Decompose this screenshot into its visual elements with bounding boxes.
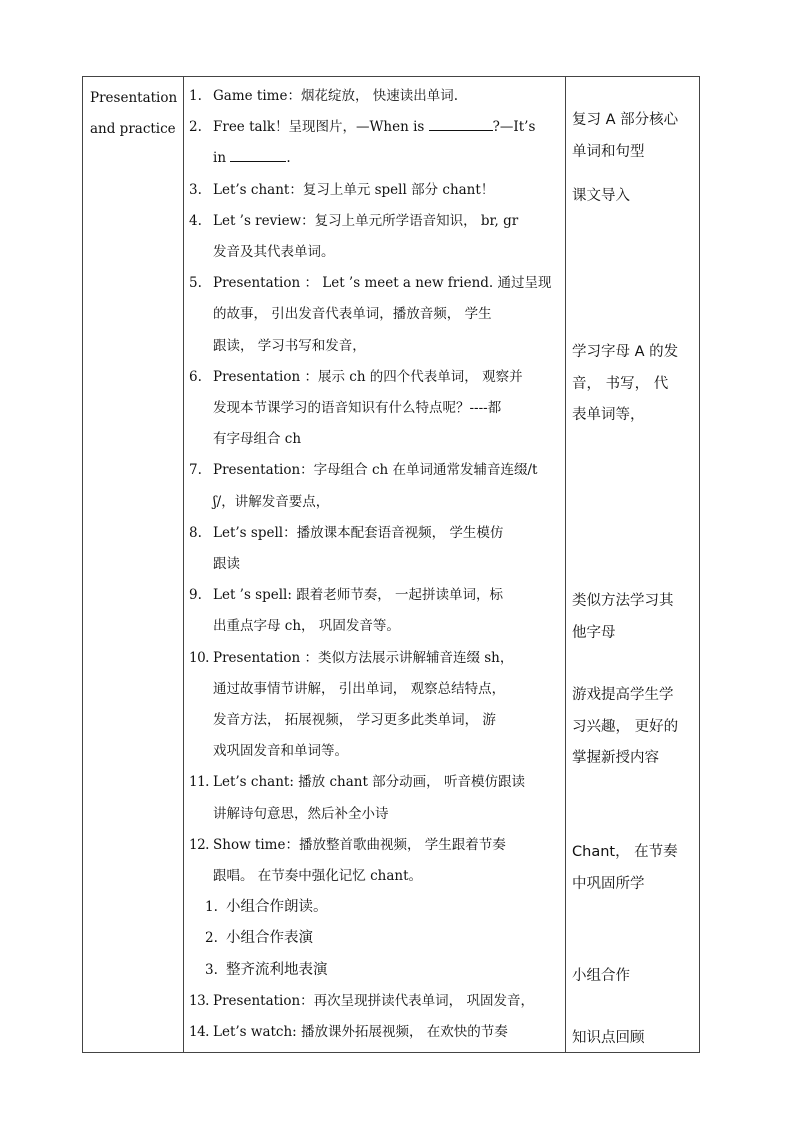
step-item: [189, 362, 560, 456]
step-number: 12.: [189, 836, 209, 853]
stage-cell: [90, 83, 182, 145]
fill-blank: [429, 117, 493, 131]
step-item: [189, 986, 560, 1017]
sub-step-text: 小组合作朗读。: [226, 899, 328, 916]
step-item: [189, 206, 560, 268]
step-text: Show time：播放整首歌曲视频， 学生跟着节奏 跟唱。 在节奏中强化记忆 chant。: [213, 836, 506, 885]
fill-blank: [230, 148, 286, 162]
step-item: [189, 175, 560, 206]
step-number: 5.: [189, 275, 202, 292]
sub-step-text: 整齐流利地表演: [226, 961, 328, 978]
procedure-cell: [189, 81, 560, 1048]
step-text: Presentation ：类似方法展示讲解辅音连缀 sh， 通过故事情节讲解， 引出单词， 观察总结特点， 发音方法， 拓展视频， 学习更多此类单词， 游 戏巩固发音和单词等。: [213, 649, 514, 760]
sub-step-item: [189, 923, 560, 954]
step-number: 10.: [189, 649, 209, 666]
step-text: Let ’s spell: 跟着老师节奏， 一起拼读单词，标 出重点字母 ch， 巩固发音等。: [213, 587, 504, 635]
step-number: 6.: [189, 368, 202, 385]
step-item: [189, 830, 560, 892]
step-number: 14.: [189, 1024, 209, 1041]
stage-label-line: and practice: [90, 121, 176, 137]
step-item: [189, 643, 560, 768]
step-item: [189, 1017, 560, 1048]
purpose-note: 游戏提高学生学 习兴趣， 更好的 掌握新授内容: [572, 687, 679, 766]
step-text: Let’s spell：播放课本配套语音视频， 学生模仿 跟读: [213, 524, 504, 573]
purpose-note: 知识点回顾: [572, 1030, 645, 1046]
step-number: 7.: [189, 462, 202, 479]
step-text: Presentation：字母组合 ch 在单词通常发辅音连缀/t ʃ/，讲解发音要点，: [213, 462, 538, 510]
step-number: 9.: [189, 587, 202, 604]
stage-label-line: Presentation: [90, 90, 178, 106]
step-number: 1.: [189, 88, 202, 104]
step-text: Let’s chant: 播放 chant 部分动画， 听音模仿跟读 讲解诗句意思，然后补全小诗: [213, 774, 525, 822]
sub-step-number: 3.: [205, 961, 218, 978]
step-text: Presentation ： Let ’s meet a new friend. 通过呈现 的故事， 引出发音代表单词，播放音频， 学生 跟读， 学习书写和发音，: [213, 275, 552, 354]
sub-step-text: 小组合作表演: [226, 930, 313, 947]
step-number: 3.: [189, 181, 202, 198]
column-divider: [565, 77, 566, 1052]
step-number: 2.: [189, 119, 202, 136]
step-text: Game time：烟花绽放， 快速读出单词.: [213, 88, 459, 104]
step-number: 11.: [189, 774, 209, 791]
step-item: [189, 580, 560, 642]
step-text: Presentation：再次呈现拼读代表单词， 巩固发音，: [213, 992, 534, 1009]
step-number: 8.: [189, 524, 202, 541]
sub-step-number: 1.: [205, 899, 218, 916]
step-item: [189, 112, 560, 174]
step-text: Let’s chant：复习上单元 spell 部分 chant！: [213, 181, 495, 198]
step-item: [189, 81, 560, 112]
step-text: Free talk！呈现图片，—When is ?—It’s in .: [213, 119, 536, 167]
sub-step-number: 2.: [205, 930, 218, 947]
purpose-note: Chant， 在节奏 中巩固所学: [572, 844, 678, 892]
step-number: 4.: [189, 212, 202, 229]
step-item: [189, 455, 560, 517]
purpose-note: 学习字母 A 的发 音， 书写， 代 表单词等，: [572, 344, 679, 423]
step-number: 13.: [189, 992, 209, 1009]
step-item: [189, 767, 560, 829]
step-text: Let ’s review：复习上单元所学语音知识， br, gr 发音及其代表单词。: [213, 212, 519, 261]
purpose-note: 小组合作: [572, 968, 630, 984]
sub-step-item: [189, 892, 560, 923]
step-item: [189, 268, 560, 362]
column-divider: [183, 77, 184, 1052]
purpose-note: 课文导入: [572, 188, 630, 204]
step-text: Presentation ：展示 ch 的四个代表单词， 观察并 发现本节课学习的语音知识有什么特点呢？----都 有字母组合 ch: [213, 368, 523, 448]
step-item: [189, 518, 560, 580]
sub-step-item: [189, 955, 560, 986]
step-text: Let’s watch: 播放课外拓展视频， 在欢快的节奏: [213, 1024, 508, 1041]
purpose-note: 类似方法学习其 他字母: [572, 593, 674, 641]
purpose-note: 复习 A 部分核心 单词和句型: [572, 112, 679, 160]
lesson-table: [82, 76, 700, 1053]
